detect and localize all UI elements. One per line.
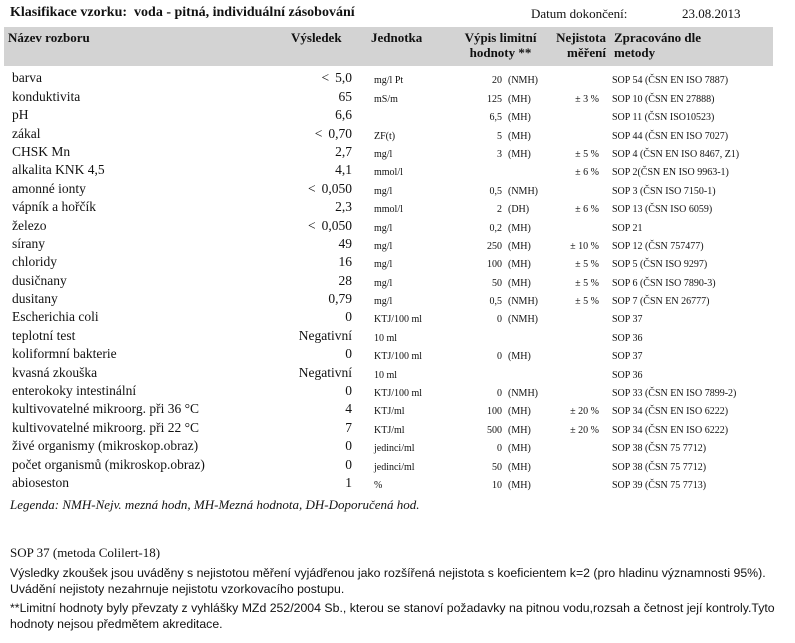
analysis-name: amonné ionty bbox=[12, 180, 86, 196]
result-value: Negativní bbox=[298, 327, 352, 343]
table-row bbox=[0, 345, 795, 363]
sample-classification bbox=[10, 5, 355, 21]
result-cell bbox=[345, 383, 352, 399]
limit-type: (MH) bbox=[508, 277, 531, 289]
analysis-name: kultivovatelné mikroorg. při 36 °C bbox=[12, 401, 200, 417]
method-cell: SOP 38 (ČSN 75 7712) bbox=[612, 461, 707, 473]
method-cell: SOP 37 bbox=[612, 314, 643, 326]
result-value: 49 bbox=[338, 235, 352, 251]
analysis-name: abioseston bbox=[12, 474, 69, 490]
uncertainty-cell: ± 5 % bbox=[575, 259, 599, 271]
result-cell bbox=[345, 346, 352, 362]
completion-date-value: 23.08.2013 bbox=[682, 6, 741, 21]
analysis-name: konduktivita bbox=[12, 88, 81, 104]
limit-type: (NMH) bbox=[508, 296, 538, 308]
limits-note: **Limitní hodnoty byly převzaty z vyhlášky MZd 252/2004 Sb., kterou se stanoví požadavky na pitnou vodu,rozsah a četnost její kontroly.Tyto hodnoty nejsou předmětem akreditace. bbox=[10, 601, 775, 631]
analysis-name: sírany bbox=[12, 235, 45, 251]
limit-value: 100 bbox=[487, 259, 502, 271]
result-value: 4,1 bbox=[335, 162, 352, 178]
limit-type: (NMH) bbox=[508, 388, 538, 400]
table-row bbox=[0, 106, 795, 124]
method-cell: SOP 39 (ČSN 75 7713) bbox=[612, 479, 707, 491]
limit-value: 5 bbox=[497, 130, 502, 142]
limit-type: (MH) bbox=[508, 112, 531, 124]
uncertainty-cell: ± 3 % bbox=[575, 93, 599, 105]
result-value: 0 bbox=[345, 346, 352, 362]
method-cell: SOP 11 (ČSN ISO10523) bbox=[612, 112, 715, 124]
uncertainty-cell: ± 5 % bbox=[575, 296, 599, 308]
unit-cell: mg/l bbox=[374, 240, 393, 252]
analysis-name: počet organismů (mikroskop.obraz) bbox=[12, 456, 205, 472]
analysis-name: CHSK Mn bbox=[12, 143, 71, 159]
limit-value: 0 bbox=[497, 443, 502, 455]
uncertainty-cell: ± 5 % bbox=[575, 277, 599, 289]
analysis-name: dusičnany bbox=[12, 272, 67, 288]
table-row bbox=[0, 290, 795, 308]
method-cell: SOP 34 (ČSN EN ISO 6222) bbox=[612, 406, 729, 418]
table-row bbox=[0, 400, 795, 418]
limit-type: (DH) bbox=[508, 204, 530, 216]
limit-value: 0 bbox=[497, 314, 502, 326]
unit-cell: ZF(t) bbox=[374, 130, 396, 142]
unit-cell: jedinci/ml bbox=[374, 461, 415, 473]
method-cell: SOP 37 bbox=[612, 351, 643, 363]
table-row bbox=[0, 179, 795, 197]
less-than-sign: < bbox=[314, 125, 323, 141]
limit-value: 0 bbox=[497, 388, 502, 400]
unit-cell: KTJ/ml bbox=[374, 406, 405, 418]
analysis-name: pH bbox=[12, 107, 29, 123]
table-row bbox=[0, 382, 795, 400]
unit-cell: mg/l bbox=[374, 277, 393, 289]
unit-cell: KTJ/100 ml bbox=[374, 388, 423, 400]
analysis-name: chloridy bbox=[12, 254, 57, 270]
table-row bbox=[0, 161, 795, 179]
limit-type: (MH) bbox=[508, 443, 531, 455]
unit-cell: mg/l bbox=[374, 148, 393, 160]
limit-value: 50 bbox=[492, 277, 502, 289]
result-value: 4 bbox=[345, 401, 352, 417]
analysis-name: živé organismy (mikroskop.obraz) bbox=[12, 438, 199, 454]
result-value: 5,0 bbox=[335, 70, 352, 86]
unit-cell: mg/l Pt bbox=[374, 75, 404, 87]
result-cell bbox=[335, 107, 352, 123]
analysis-name: zákal bbox=[12, 125, 41, 141]
result-cell bbox=[339, 89, 353, 105]
uncertainty-cell: ± 5 % bbox=[575, 148, 599, 160]
limit-value: 2 bbox=[497, 204, 502, 216]
method-cell: SOP 7 (ČSN EN 26777) bbox=[612, 296, 710, 308]
unit-cell: KTJ/100 ml bbox=[374, 351, 423, 363]
limit-type: (MH) bbox=[508, 259, 531, 271]
limit-value: 125 bbox=[487, 93, 502, 105]
result-cell bbox=[335, 144, 352, 160]
unit-cell: KTJ/100 ml bbox=[374, 314, 423, 326]
table-row bbox=[0, 308, 795, 326]
result-cell bbox=[345, 438, 352, 454]
result-cell bbox=[315, 126, 352, 142]
unit-cell: mg/l bbox=[374, 222, 393, 234]
unit-cell: 10 ml bbox=[374, 369, 398, 381]
table-row bbox=[0, 437, 795, 455]
result-cell bbox=[345, 475, 352, 491]
result-cell bbox=[345, 420, 352, 436]
uncertainty-cell: ± 20 % bbox=[570, 424, 599, 436]
legend: Legenda: NMH-Nejv. mezná hodn, MH-Mezná hodnota, DH-Doporučená hod. bbox=[10, 497, 420, 512]
completion-date-label: Datum dokončení: bbox=[531, 6, 628, 21]
method-cell: SOP 6 (ČSN ISO 7890-3) bbox=[612, 277, 716, 289]
limit-type: (MH) bbox=[508, 130, 531, 142]
result-value: 0,050 bbox=[321, 180, 352, 196]
unit-cell: KTJ/ml bbox=[374, 424, 405, 436]
analysis-name: barva bbox=[12, 70, 42, 86]
result-cell bbox=[299, 365, 352, 381]
unit-cell: mg/l bbox=[374, 259, 393, 271]
result-value: 7 bbox=[345, 419, 352, 435]
result-cell bbox=[328, 291, 352, 307]
result-value: 0,050 bbox=[321, 217, 352, 233]
limit-value: 0 bbox=[497, 351, 502, 363]
result-value: 2,7 bbox=[335, 143, 352, 159]
column-name: Název rozboru bbox=[8, 30, 90, 45]
uncertainty-cell: ± 6 % bbox=[575, 167, 599, 179]
result-cell bbox=[339, 254, 353, 270]
result-value: 2,3 bbox=[335, 199, 352, 215]
method-cell: SOP 54 (ČSN EN ISO 7887) bbox=[612, 75, 729, 87]
limit-value: 10 bbox=[492, 479, 502, 491]
unit-cell: mmol/l bbox=[374, 204, 403, 216]
table-row bbox=[0, 235, 795, 253]
method-cell: SOP 33 (ČSN EN ISO 7899-2) bbox=[612, 388, 737, 400]
limit-value: 3 bbox=[497, 148, 502, 160]
limit-value: 0,5 bbox=[489, 296, 502, 308]
method-cell: SOP 3 (ČSN ISO 7150-1) bbox=[612, 185, 716, 197]
result-value: 0 bbox=[345, 309, 352, 325]
table-row bbox=[0, 363, 795, 381]
result-value: 16 bbox=[338, 254, 352, 270]
unit-cell: mS/m bbox=[374, 93, 398, 105]
method-cell: SOP 12 (ČSN 757477) bbox=[612, 240, 704, 252]
limit-value: 0,5 bbox=[489, 185, 502, 197]
unit-cell: jedinci/ml bbox=[374, 443, 415, 455]
limit-value: 50 bbox=[492, 461, 502, 473]
uncertainty-cell: ± 6 % bbox=[575, 204, 599, 216]
result-cell bbox=[335, 199, 352, 215]
uncertainty-cell: ± 10 % bbox=[570, 240, 599, 252]
limit-type: (NMH) bbox=[508, 314, 538, 326]
report-header bbox=[10, 5, 785, 25]
uncertainty-cell: ± 20 % bbox=[570, 406, 599, 418]
result-cell bbox=[339, 273, 353, 289]
analysis-name: dusitany bbox=[12, 291, 58, 307]
result-cell bbox=[308, 181, 352, 197]
limit-type: (MH) bbox=[508, 406, 531, 418]
limit-type: (MH) bbox=[508, 351, 531, 363]
less-than-sign: < bbox=[308, 217, 316, 233]
result-value: 28 bbox=[338, 272, 352, 288]
table-row bbox=[0, 216, 795, 234]
analysis-name: kvasná zkouška bbox=[12, 364, 98, 380]
column-limit: Výpis limitní hodnoty ** bbox=[464, 30, 537, 60]
method-cell: SOP 44 (ČSN EN ISO 7027) bbox=[612, 130, 729, 142]
column-unit: Jednotka bbox=[371, 30, 423, 45]
result-value: 1 bbox=[345, 474, 352, 490]
table-row bbox=[0, 253, 795, 271]
unit-cell: mmol/l bbox=[374, 167, 403, 179]
table-header bbox=[4, 27, 773, 66]
table-row bbox=[0, 143, 795, 161]
analysis-name: koliformní bakterie bbox=[12, 346, 117, 362]
analysis-name: železo bbox=[12, 217, 47, 233]
analysis-name: kultivovatelné mikroorg. při 22 °C bbox=[12, 419, 200, 435]
result-value: Negativní bbox=[298, 364, 352, 380]
limit-type: (MH) bbox=[508, 461, 531, 473]
method-cell: SOP 2(ČSN EN ISO 9963-1) bbox=[612, 167, 729, 179]
table-row bbox=[0, 326, 795, 344]
limit-type: (MH) bbox=[508, 240, 531, 252]
limit-type: (MH) bbox=[508, 424, 531, 436]
limit-type: (NMH) bbox=[508, 75, 538, 87]
table-row bbox=[0, 418, 795, 436]
less-than-sign: < bbox=[321, 70, 330, 86]
limit-value: 6,5 bbox=[489, 112, 502, 124]
method-cell: SOP 38 (ČSN 75 7712) bbox=[612, 443, 707, 455]
unit-cell: 10 ml bbox=[374, 332, 398, 344]
limit-value: 250 bbox=[487, 240, 502, 252]
result-cell bbox=[339, 236, 353, 252]
unit-cell: mg/l bbox=[374, 296, 393, 308]
result-cell bbox=[345, 457, 352, 473]
method-cell: SOP 4 (ČSN EN ISO 8467, Z1) bbox=[612, 148, 740, 160]
analysis-name: vápník a hořčík bbox=[12, 199, 96, 215]
result-value: 0 bbox=[345, 456, 352, 472]
classification-label: Klasifikace vzorku: bbox=[10, 5, 128, 20]
result-cell bbox=[345, 309, 352, 325]
table-row bbox=[0, 69, 795, 87]
result-value: 0,79 bbox=[328, 291, 352, 307]
result-cell bbox=[322, 70, 353, 86]
limit-value: 20 bbox=[492, 75, 502, 87]
table-row bbox=[0, 87, 795, 105]
method-cell: SOP 21 bbox=[612, 222, 643, 234]
result-value: 0 bbox=[345, 383, 352, 399]
column-result: Výsledek bbox=[291, 30, 342, 45]
column-method: Zpracováno dle metody bbox=[614, 30, 702, 60]
table-row bbox=[0, 271, 795, 289]
method-cell: SOP 5 (ČSN ISO 9297) bbox=[612, 259, 708, 271]
analysis-name: alkalita KNK 4,5 bbox=[12, 162, 105, 178]
result-cell bbox=[335, 162, 352, 178]
result-value: 6,6 bbox=[335, 107, 352, 123]
result-cell bbox=[308, 218, 352, 234]
table-row bbox=[0, 124, 795, 142]
limit-type: (MH) bbox=[508, 93, 531, 105]
column-uncertainty: Nejistota měření bbox=[556, 30, 606, 60]
limit-type: (MH) bbox=[508, 222, 531, 234]
method-note: SOP 37 (metoda Colilert-18) bbox=[10, 545, 161, 560]
uncertainty-note: Výsledky zkoušek jsou uváděny s nejistotou měření vyjádřenou jako rozšířená nejistota s koeficientem k=2 (pro hladinu významnosti 95%). Uvádění nejistoty nezahrnuje nejistotu vzorkovacího postupu. bbox=[10, 566, 766, 596]
method-cell: SOP 36 bbox=[612, 332, 643, 344]
limit-value: 100 bbox=[487, 406, 502, 418]
classification-value: voda - pitná, individuální zásobování bbox=[134, 5, 355, 20]
limit-value: 500 bbox=[487, 424, 502, 436]
method-cell: SOP 10 (ČSN EN 27888) bbox=[612, 93, 715, 105]
table-row bbox=[0, 455, 795, 473]
table-row bbox=[0, 198, 795, 216]
result-value: 0,70 bbox=[328, 125, 352, 141]
analysis-name: teplotní test bbox=[12, 327, 76, 343]
method-cell: SOP 13 (ČSN ISO 6059) bbox=[612, 204, 713, 216]
table-row bbox=[0, 474, 795, 492]
limit-value: 0,2 bbox=[489, 222, 502, 234]
analysis-name: enterokoky intestinální bbox=[12, 383, 137, 399]
result-value: 65 bbox=[338, 88, 352, 104]
method-cell: SOP 34 (ČSN EN ISO 6222) bbox=[612, 424, 729, 436]
result-cell bbox=[299, 328, 352, 344]
limit-type: (MH) bbox=[508, 148, 531, 160]
limit-type: (MH) bbox=[508, 479, 531, 491]
method-cell: SOP 36 bbox=[612, 369, 643, 381]
results-table bbox=[0, 69, 795, 492]
unit-cell: mg/l bbox=[374, 185, 393, 197]
result-cell bbox=[345, 401, 352, 417]
unit-cell: % bbox=[374, 479, 383, 491]
limit-type: (NMH) bbox=[508, 185, 538, 197]
result-value: 0 bbox=[345, 438, 352, 454]
less-than-sign: < bbox=[308, 180, 316, 196]
analysis-name: Escherichia coli bbox=[12, 309, 99, 325]
